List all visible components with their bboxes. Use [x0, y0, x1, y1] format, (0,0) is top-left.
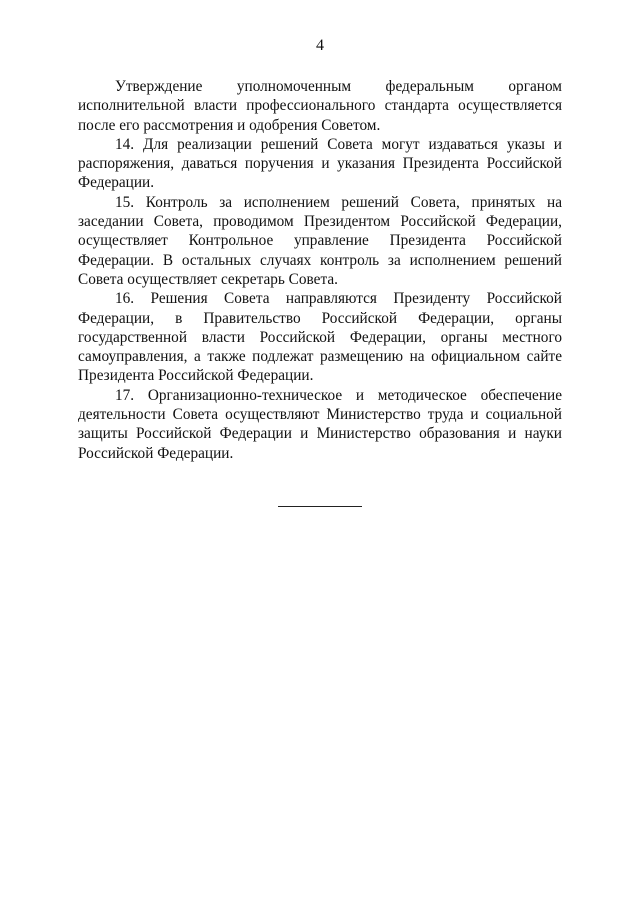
page-number: 4 — [316, 37, 324, 54]
paragraph-15: 15. Контроль за исполнением решений Совета, принятых на заседании Совета, проводимом Президентом Российской Федерации, осуществляет Контрольное управление Президента Российской Федерации. В остальных случаях контроль за исполнением решений Совета осуществляет секретарь Совета. — [78, 193, 562, 288]
paragraph-14: 14. Для реализации решений Совета могут издаваться указы и распоряжения, даваться поручения и указания Президента Российской Федерации. — [78, 135, 562, 192]
document-end-line — [278, 506, 362, 507]
document-body — [78, 77, 562, 463]
paragraph-16: 16. Решения Совета направляются Президенту Российской Федерации, в Правительство Российской Федерации, органы государственной власти Российской Федерации, органы местного самоуправления, а также подлежат размещению на официальном сайте Президента Российской Федерации. — [78, 290, 562, 385]
paragraph-standard-approval: Утверждение уполномоченным федеральным органом исполнительной власти профессионального стандарта осуществляется после его рассмотрения и одобрения Советом. — [78, 78, 562, 134]
paragraph-17: 17. Организационно-техническое и методическое обеспечение деятельности Совета осуществляют Министерство труда и социальной защиты Российской Федерации и Министерство образования и науки Российской Федерации. — [78, 386, 562, 462]
